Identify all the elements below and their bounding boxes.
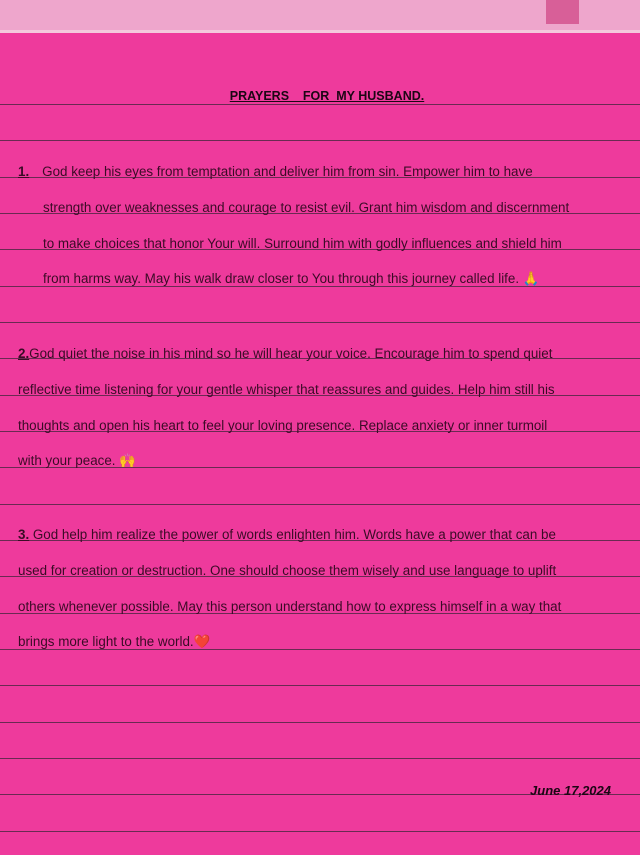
top-tab bbox=[546, 0, 579, 24]
prayer-line: God quiet the noise in his mind so he will hear your voice. Encourage him to spend quiet bbox=[29, 346, 553, 361]
prayer-line: to make choices that honor Your will. Surround him with godly influences and shield him bbox=[43, 236, 562, 251]
rule-line bbox=[0, 104, 640, 105]
rule-line bbox=[0, 831, 640, 832]
prayer-line: brings more light to the world.❤️ bbox=[18, 634, 211, 649]
prayer-line: God help him realize the power of words enlighten him. Words have a power that can be bbox=[29, 527, 556, 542]
prayer-number: 2. bbox=[18, 346, 30, 361]
rule-line bbox=[0, 322, 640, 323]
prayer-line: used for creation or destruction. One should choose them wisely and use language to uplift bbox=[18, 563, 557, 578]
notebook-page bbox=[0, 33, 640, 855]
rule-line bbox=[0, 722, 640, 723]
prayer-line: from harms way. May his walk draw closer to You through this journey called life. 🙏 bbox=[43, 271, 540, 286]
rule-line bbox=[0, 758, 640, 759]
prayer-line: strength over weaknesses and courage to resist evil. Grant him wisdom and discernment bbox=[43, 200, 570, 215]
rule-line bbox=[0, 504, 640, 505]
prayer-number: 3. bbox=[18, 527, 30, 542]
rule-line bbox=[0, 140, 640, 141]
prayer-line: reflective time listening for your gentle whisper that reassures and guides. Help him still his bbox=[18, 382, 555, 397]
entry-date: June 17,2024 bbox=[530, 783, 611, 798]
page-title: PRAYERS FOR MY HUSBAND. bbox=[229, 89, 425, 103]
prayer-line: with your peace. 🙌 bbox=[18, 453, 136, 468]
top-strip bbox=[0, 0, 640, 30]
prayer-line: others whenever possible. May this person understand how to express himself in a way that bbox=[18, 599, 562, 614]
rule-line bbox=[0, 685, 640, 686]
prayer-line: God keep his eyes from temptation and deliver him from sin. Empower him to have bbox=[42, 164, 533, 179]
prayer-line: thoughts and open his heart to feel your loving presence. Replace anxiety or inner turmoil bbox=[18, 418, 548, 433]
prayer-number: 1. bbox=[18, 164, 30, 179]
